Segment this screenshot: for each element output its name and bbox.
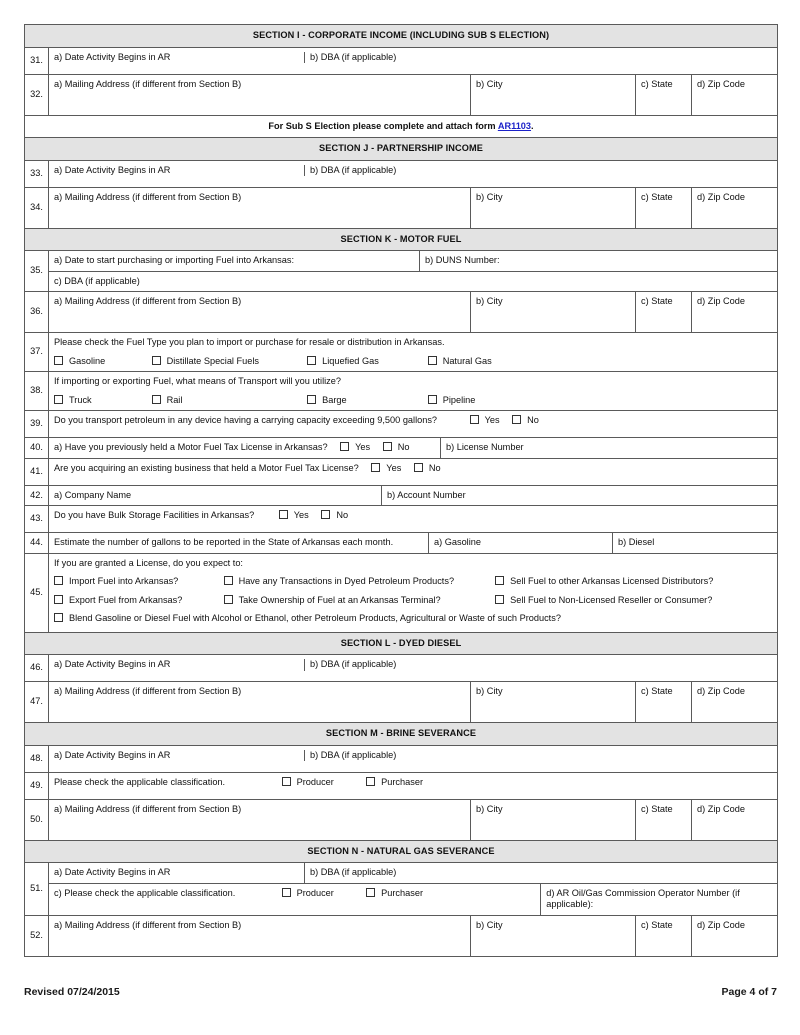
checkbox-icon[interactable] xyxy=(54,356,63,365)
row-39 xyxy=(25,411,778,438)
row-50-zip[interactable]: d) Zip Code xyxy=(692,799,778,840)
option-label: Have any Transactions in Dyed Petroleum Products? xyxy=(238,576,455,586)
row-40-license-number[interactable]: b) License Number xyxy=(441,438,778,458)
row-33-fields xyxy=(49,160,778,187)
row-31 xyxy=(25,47,778,74)
checkbox-icon[interactable] xyxy=(307,395,316,404)
row-52-number: 52. xyxy=(25,915,49,956)
row-38-question: If importing or exporting Fuel, what means of Transport will you utilize? xyxy=(54,376,341,386)
option-label: Natural Gas xyxy=(442,355,492,366)
row-34-zip[interactable]: d) Zip Code xyxy=(692,187,778,228)
checkbox-option-truck[interactable] xyxy=(54,395,149,407)
row-45-options-line1 xyxy=(54,576,777,588)
row-47-mailing-address[interactable]: a) Mailing Address (if different from Section B) xyxy=(49,682,471,723)
row-49 xyxy=(25,772,778,799)
row-47 xyxy=(25,682,778,723)
option-label: Pipeline xyxy=(442,394,476,405)
option-label: Sell Fuel to other Arkansas Licensed Distributors? xyxy=(510,576,714,586)
row-36-state[interactable]: c) State xyxy=(636,292,692,333)
section-n-header-row xyxy=(25,840,778,863)
yes-label: Yes xyxy=(386,462,402,473)
yes-label: Yes xyxy=(293,510,309,520)
sub-s-note-prefix: For Sub S Election please complete and attach form xyxy=(268,120,498,131)
row-31-number: 31. xyxy=(25,47,49,74)
row-45-options-line2 xyxy=(54,595,777,607)
checkbox-icon-no[interactable] xyxy=(512,415,521,424)
checkbox-icon-yes[interactable] xyxy=(279,510,288,519)
option-label: Producer xyxy=(296,887,334,898)
checkbox-icon-yes[interactable] xyxy=(470,415,479,424)
row-37 xyxy=(25,333,778,372)
checkbox-option-producer[interactable] xyxy=(282,777,364,789)
row-35 xyxy=(25,251,778,292)
row-40 xyxy=(25,438,778,459)
row-37-number: 37. xyxy=(25,333,49,372)
row-37-fuel-type xyxy=(49,333,778,372)
row-31-fields xyxy=(49,47,778,74)
row-32 xyxy=(25,74,778,115)
section-l-title: SECTION L - DYED DIESEL xyxy=(25,632,778,655)
section-j-title: SECTION J - PARTNERSHIP INCOME xyxy=(25,138,778,161)
checkbox-icon-yes[interactable] xyxy=(371,463,380,472)
row-47-number: 47. xyxy=(25,682,49,723)
row-39-yes-no xyxy=(470,415,549,427)
option-label: Blend Gasoline or Diesel Fuel with Alcohol or Ethanol, other Petroleum Products, Agricultural or Waste of such Products? xyxy=(69,613,561,623)
row-43-bulk-storage xyxy=(49,506,778,533)
checkbox-option-dyed-petroleum-transactions[interactable] xyxy=(224,576,493,588)
row-42 xyxy=(25,485,778,506)
row-39-number: 39. xyxy=(25,411,49,438)
yes-label: Yes xyxy=(355,442,371,452)
option-label: Take Ownership of Fuel at an Arkansas Terminal? xyxy=(238,594,441,605)
row-44-question: Estimate the number of gallons to be reported in the State of Arkansas each month. xyxy=(54,537,394,547)
row-49-question: Please check the applicable classification. xyxy=(54,776,226,787)
row-50-state[interactable]: c) State xyxy=(636,799,692,840)
row-46-dba[interactable]: b) DBA (if applicable) xyxy=(305,659,778,671)
row-52-state[interactable]: c) State xyxy=(636,915,692,956)
row-42-account-number[interactable]: b) Account Number xyxy=(382,486,778,506)
no-label: No xyxy=(527,415,539,425)
option-label: Purchaser xyxy=(381,887,423,898)
row-47-zip[interactable]: d) Zip Code xyxy=(692,682,778,723)
row-32-mailing-address[interactable]: a) Mailing Address (if different from Section B) xyxy=(49,74,471,115)
row-34-state[interactable]: c) State xyxy=(636,187,692,228)
checkbox-icon[interactable] xyxy=(224,595,233,604)
section-i-header-row xyxy=(25,25,778,48)
row-32-number: 32. xyxy=(25,74,49,115)
row-51 xyxy=(25,863,778,916)
row-44-fields xyxy=(49,533,778,554)
row-33 xyxy=(25,160,778,187)
row-52-mailing-address[interactable]: a) Mailing Address (if different from Section B) xyxy=(49,915,471,956)
checkbox-icon[interactable] xyxy=(54,613,63,622)
row-36 xyxy=(25,292,778,333)
row-47-state[interactable]: c) State xyxy=(636,682,692,723)
row-43-question: Do you have Bulk Storage Facilities in Arkansas? xyxy=(54,510,255,520)
registration-form-table xyxy=(24,24,778,957)
checkbox-icon-no[interactable] xyxy=(321,510,330,519)
row-48-dba[interactable]: b) DBA (if applicable) xyxy=(305,750,778,762)
row-46 xyxy=(25,655,778,682)
checkbox-icon[interactable] xyxy=(366,888,375,897)
section-l-header-row xyxy=(25,632,778,655)
row-43-yes-no xyxy=(279,510,358,522)
row-48-number: 48. xyxy=(25,745,49,772)
row-33-date-activity[interactable]: a) Date Activity Begins in AR xyxy=(54,164,171,175)
row-38-number: 38. xyxy=(25,372,49,411)
row-43-number: 43. xyxy=(25,506,49,533)
row-45-number: 45. xyxy=(25,553,49,632)
row-48-fields xyxy=(49,745,778,772)
row-36-mailing-address[interactable]: a) Mailing Address (if different from Section B) xyxy=(49,292,471,333)
no-label: No xyxy=(397,442,410,452)
row-35-duns[interactable]: b) DUNS Number: xyxy=(420,251,778,271)
row-42-number: 42. xyxy=(25,485,49,506)
section-k-title: SECTION K - MOTOR FUEL xyxy=(25,228,778,251)
row-38-transport xyxy=(49,372,778,411)
row-34-city[interactable]: b) City xyxy=(471,187,636,228)
row-46-date-activity[interactable]: a) Date Activity Begins in AR xyxy=(54,659,171,669)
row-44 xyxy=(25,533,778,554)
row-51-dba[interactable]: b) DBA (if applicable) xyxy=(305,863,778,883)
checkbox-icon-no[interactable] xyxy=(414,463,423,472)
row-35-start-date[interactable]: a) Date to start purchasing or importing Fuel into Arkansas: xyxy=(49,251,420,271)
row-49-number: 49. xyxy=(25,772,49,799)
option-label: Sell Fuel to Non-Licensed Reseller or Consumer? xyxy=(510,594,713,605)
row-48 xyxy=(25,745,778,772)
row-40-prior-license xyxy=(49,438,441,458)
page-number: Page 4 of 7 xyxy=(721,986,777,998)
section-m-title: SECTION M - BRINE SEVERANCE xyxy=(25,723,778,746)
revision-date: Revised 07/24/2015 xyxy=(24,986,120,998)
row-45-question: If you are granted a License, do you expect to: xyxy=(54,557,243,568)
row-37-options xyxy=(54,356,777,368)
checkbox-icon[interactable] xyxy=(54,595,63,604)
row-36-number: 36. xyxy=(25,292,49,333)
row-44-diesel[interactable]: b) Diesel xyxy=(613,533,778,553)
row-42-company-name[interactable]: a) Company Name xyxy=(54,489,132,500)
row-32-zip[interactable]: d) Zip Code xyxy=(692,74,778,115)
row-45-license-expectations xyxy=(49,553,778,632)
row-34 xyxy=(25,187,778,228)
row-50-mailing-address[interactable]: a) Mailing Address (if different from Section B) xyxy=(49,799,471,840)
checkbox-icon[interactable] xyxy=(428,356,437,365)
row-45 xyxy=(25,553,778,632)
checkbox-option-purchaser[interactable] xyxy=(366,888,425,900)
checkbox-icon-no[interactable] xyxy=(383,442,392,451)
row-32-state[interactable]: c) State xyxy=(636,74,692,115)
row-39-question: Do you transport petroleum in any device having a carrying capacity exceeding 9,500 gallons? xyxy=(54,415,438,425)
sub-s-note xyxy=(25,115,778,138)
row-50-number: 50. xyxy=(25,799,49,840)
checkbox-option-blend-gasoline-or-diesel[interactable] xyxy=(54,613,563,625)
section-i-title: SECTION I - CORPORATE INCOME (INCLUDING SUB S ELECTION) xyxy=(25,25,778,48)
row-50-city[interactable]: b) City xyxy=(471,799,636,840)
row-39-transport-petroleum xyxy=(49,411,778,438)
checkbox-option-import-fuel-into-arkansas[interactable] xyxy=(54,576,221,588)
row-35-fields xyxy=(49,251,778,292)
row-51-date-activity[interactable]: a) Date Activity Begins in AR xyxy=(49,863,305,883)
section-m-header-row xyxy=(25,723,778,746)
checkbox-icon[interactable] xyxy=(428,395,437,404)
checkbox-option-producer[interactable] xyxy=(282,888,364,900)
checkbox-icon[interactable] xyxy=(282,777,291,786)
row-50 xyxy=(25,799,778,840)
option-label: Truck xyxy=(69,394,92,405)
row-33-number: 33. xyxy=(25,160,49,187)
checkbox-option-distillate-special-fuels[interactable] xyxy=(152,356,305,368)
no-label: No xyxy=(428,462,441,473)
row-47-city[interactable]: b) City xyxy=(471,682,636,723)
row-52-city[interactable]: b) City xyxy=(471,915,636,956)
row-40-question: a) Have you previously held a Motor Fuel Tax License in Arkansas? xyxy=(54,442,328,452)
checkbox-icon[interactable] xyxy=(152,395,161,404)
option-label: Gasoline xyxy=(69,355,106,366)
checkbox-option-natural-gas[interactable] xyxy=(428,356,494,368)
section-j-header-row xyxy=(25,138,778,161)
row-51-classification-question: c) Please check the applicable classification. xyxy=(54,887,236,898)
checkbox-option-liquefied-gas[interactable] xyxy=(307,356,425,368)
checkbox-option-pipeline[interactable] xyxy=(428,395,478,407)
row-51-fields xyxy=(49,863,778,916)
section-n-title: SECTION N - NATURAL GAS SEVERANCE xyxy=(25,840,778,863)
sub-s-note-row xyxy=(25,115,778,138)
row-34-number: 34. xyxy=(25,187,49,228)
row-34-mailing-address[interactable]: a) Mailing Address (if different from Section B) xyxy=(49,187,471,228)
row-41-acquiring-business xyxy=(49,458,778,485)
row-40-yes-no xyxy=(340,442,419,454)
checkbox-option-barge[interactable] xyxy=(307,395,425,407)
row-45-options-line3 xyxy=(54,613,777,625)
checkbox-icon[interactable] xyxy=(54,576,63,585)
row-48-date-activity[interactable]: a) Date Activity Begins in AR xyxy=(54,749,171,760)
row-41-number: 41. xyxy=(25,458,49,485)
option-label: Barge xyxy=(322,394,347,405)
row-40-fields xyxy=(49,438,778,459)
checkbox-option-sell-fuel-non-licensed[interactable] xyxy=(495,595,714,607)
checkbox-icon[interactable] xyxy=(152,356,161,365)
checkbox-option-take-ownership-at-terminal[interactable] xyxy=(224,595,493,607)
checkbox-icon[interactable] xyxy=(495,595,504,604)
option-label: Export Fuel from Arkansas? xyxy=(69,594,183,605)
row-33-dba[interactable]: b) DBA (if applicable) xyxy=(305,165,778,177)
yes-label: Yes xyxy=(484,415,500,425)
option-label: Producer xyxy=(296,776,334,787)
option-label: Purchaser xyxy=(381,776,423,787)
row-37-question: Please check the Fuel Type you plan to import or purchase for resale or distribution in Arkansas. xyxy=(54,337,445,347)
section-k-header-row xyxy=(25,228,778,251)
row-51-number: 51. xyxy=(25,863,49,916)
row-49-classification xyxy=(49,772,778,799)
page-footer xyxy=(24,986,777,998)
ar1103-link[interactable]: AR1103 xyxy=(497,120,532,131)
checkbox-option-export-fuel-from-arkansas[interactable] xyxy=(54,595,221,607)
row-44-number: 44. xyxy=(25,533,49,554)
row-38 xyxy=(25,372,778,411)
option-label: Distillate Special Fuels xyxy=(166,355,259,366)
checkbox-option-gasoline[interactable] xyxy=(54,356,149,368)
row-43 xyxy=(25,506,778,533)
row-42-fields xyxy=(49,485,778,506)
sub-s-note-suffix: . xyxy=(531,120,534,131)
row-44-gasoline[interactable]: a) Gasoline xyxy=(429,533,613,553)
checkbox-icon[interactable] xyxy=(224,576,233,585)
checkbox-icon[interactable] xyxy=(366,777,375,786)
checkbox-icon[interactable] xyxy=(495,576,504,585)
row-41-question: Are you acquiring an existing business that held a Motor Fuel Tax License? xyxy=(54,462,359,473)
option-label: Rail xyxy=(166,394,183,405)
row-52 xyxy=(25,915,778,956)
checkbox-option-purchaser[interactable] xyxy=(366,777,425,789)
row-41-yes-no xyxy=(371,463,450,475)
checkbox-icon[interactable] xyxy=(307,356,316,365)
row-36-zip[interactable]: d) Zip Code xyxy=(692,292,778,333)
row-36-city[interactable]: b) City xyxy=(471,292,636,333)
row-46-number: 46. xyxy=(25,655,49,682)
checkbox-option-sell-fuel-licensed-distributors[interactable] xyxy=(495,576,715,588)
row-32-city[interactable]: b) City xyxy=(471,74,636,115)
row-51-classification xyxy=(49,883,541,915)
row-35-number: 35. xyxy=(25,251,49,292)
option-label: Liquefied Gas xyxy=(322,355,379,366)
row-31-date-activity[interactable]: a) Date Activity Begins in AR xyxy=(54,51,171,62)
row-31-dba[interactable]: b) DBA (if applicable) xyxy=(305,52,778,64)
checkbox-option-rail[interactable] xyxy=(152,395,305,407)
row-52-zip[interactable]: d) Zip Code xyxy=(692,915,778,956)
option-label: Import Fuel into Arkansas? xyxy=(69,576,179,586)
row-41 xyxy=(25,458,778,485)
row-46-fields xyxy=(49,655,778,682)
no-label: No xyxy=(336,510,349,520)
row-35-dba[interactable]: c) DBA (if applicable) xyxy=(54,275,140,286)
row-40-number: 40. xyxy=(25,438,49,459)
row-51-operator-number[interactable]: d) AR Oil/Gas Commission Operator Number (if applicable): xyxy=(541,883,777,915)
row-38-options xyxy=(54,395,777,407)
checkbox-icon[interactable] xyxy=(282,888,291,897)
checkbox-icon-yes[interactable] xyxy=(340,442,349,451)
checkbox-icon[interactable] xyxy=(54,395,63,404)
